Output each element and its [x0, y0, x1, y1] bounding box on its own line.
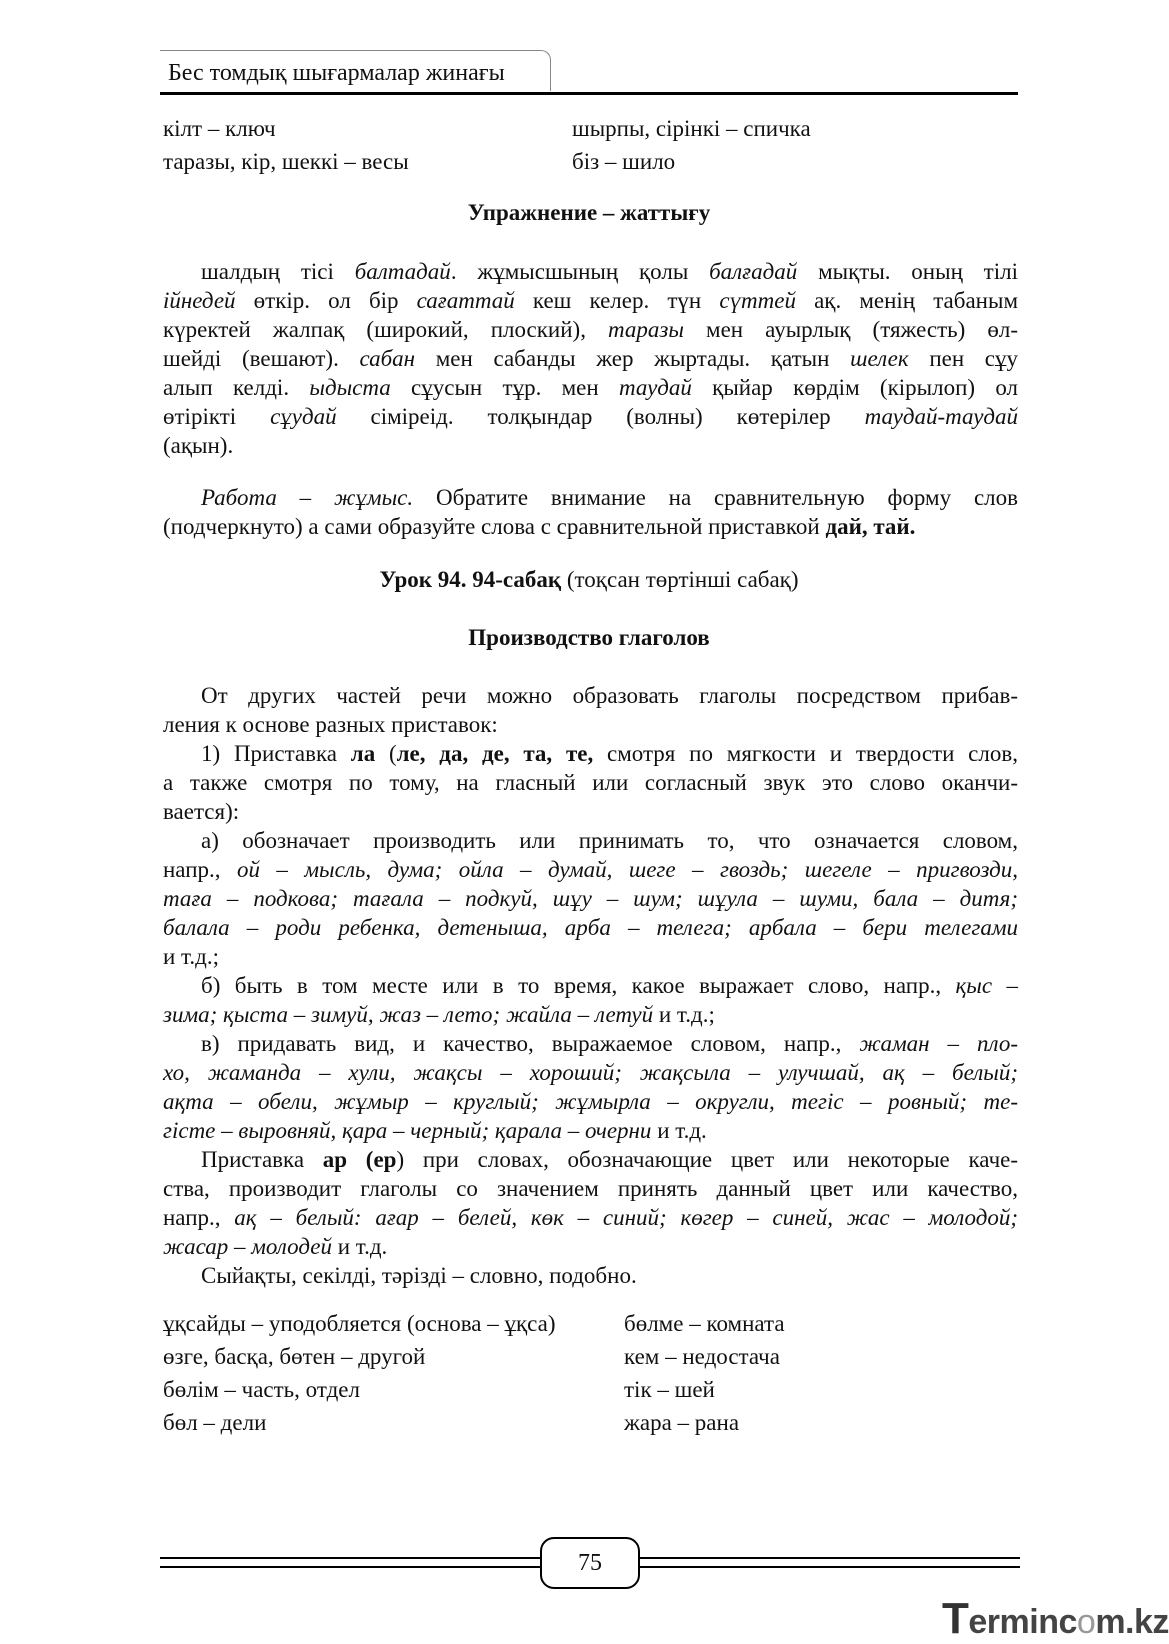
watermark-logo: Termincom.kz — [942, 1594, 1169, 1643]
text-run: напр., — [163, 857, 237, 882]
text-run: в) придавать вид, и качество, выражаемое словом, напр., — [201, 1031, 860, 1056]
text-line — [163, 1145, 1018, 1174]
text-line — [163, 286, 1018, 315]
bold-phrase: дай, тай. — [825, 514, 916, 539]
text-run: и т.д.; — [653, 1002, 715, 1027]
text-run: сіміреід. толқындар (волны) көтерілер — [336, 404, 865, 429]
text-line — [163, 971, 1018, 1000]
text-line — [163, 344, 1018, 373]
italic-phrase: ақ – белый: ағар – белей, көк – синий; көгер – синей, жас – молодой; — [234, 1205, 1018, 1230]
text-run: 1) Приставка — [201, 741, 351, 766]
italic-phrase: сүттей — [719, 288, 796, 313]
italic-phrase: жаман – пло- — [859, 1031, 1019, 1056]
text-line — [163, 512, 1018, 541]
bold-phrase: ар (ер — [322, 1147, 397, 1172]
text-run: и т.д.; — [163, 944, 219, 969]
italic-phrase: балтадай — [354, 259, 451, 284]
italic-phrase: шелек — [850, 346, 909, 371]
text-line — [163, 402, 1018, 431]
italic-phrase: таудай-таудай — [864, 404, 1018, 429]
text-run: Обратите внимание на сравнительную форму слов — [413, 485, 1018, 510]
running-header-title: Бес томдық шығармалар жинағы — [168, 60, 505, 86]
text-line — [163, 431, 1018, 460]
text-run: ления к основе разных приставок: — [163, 712, 498, 737]
text-line — [163, 797, 1018, 826]
text-line — [163, 739, 1018, 768]
text-run: а также смотря по тому, на гласный или согласный звук это слово оканчи- — [163, 770, 1018, 795]
vocab-entry: біз – шило — [572, 149, 676, 174]
text-run: өткір. ол бір — [235, 288, 417, 313]
vocab-top-right — [572, 112, 811, 178]
text-run: шейді (вешают). — [163, 346, 360, 371]
text-run: ства, производит глаголы со значением принять данный цвет или качество, — [163, 1176, 1018, 1201]
italic-phrase: зима; қыста – зимуй, жаз – лето; жайла – летуй — [163, 1002, 654, 1027]
text-run: мен сабанды жер жыртады. қатын — [415, 346, 851, 371]
header-rule — [160, 92, 1018, 95]
section-subheading: Производство глаголов — [468, 625, 710, 650]
text-run: а) обозначает производить или принимать то, что означается словом, — [201, 828, 1018, 853]
italic-phrase: ой – мысль, дума; ойла – думай, шеге – гвоздь; шегеле – пригвозди, — [236, 857, 1018, 882]
grammar-body — [163, 681, 1018, 1290]
italic-phrase: Работа – жұмыс. — [201, 485, 414, 510]
text-line — [163, 315, 1018, 344]
text-run: ( — [375, 741, 397, 766]
vocab-entry: бөл – дели — [163, 1410, 267, 1435]
text-run: мен ауырлық (тяжесть) өл- — [683, 317, 1018, 342]
italic-phrase: ақта – обели, жұмыр – круглый; жұмырла – округли, тегіс – ровный; те- — [163, 1089, 1018, 1114]
text-line — [163, 1116, 1018, 1145]
italic-phrase: таудай — [619, 375, 692, 400]
text-run: кеш келер. түн — [514, 288, 720, 313]
vocab-entry: кем – недостача — [624, 1344, 780, 1369]
text-line — [163, 1087, 1018, 1116]
vocab-bottom-left — [163, 1307, 556, 1439]
vocab-entry: жара – рана — [624, 1410, 740, 1435]
vocab-bottom-right — [624, 1307, 785, 1439]
lesson-number-spelled: (тоқсан төртінші сабақ) — [561, 567, 799, 592]
text-line — [163, 257, 1018, 286]
text-line — [163, 1261, 1018, 1290]
bold-phrase: ла — [350, 741, 376, 766]
italic-phrase: ійнедей — [163, 288, 236, 313]
text-run: Сыйақты, секілді, тәрізді – словно, подобно. — [201, 1263, 637, 1288]
text-run: . жұмысшының қолы — [450, 259, 710, 284]
text-run: напр., — [163, 1205, 235, 1230]
work-paragraph — [163, 483, 1018, 541]
text-run: Приставка — [201, 1147, 323, 1172]
text-line — [163, 1000, 1018, 1029]
italic-phrase: сабан — [359, 346, 416, 371]
vocab-entry: шырпы, сірінкі – спичка — [572, 116, 811, 141]
page-number: 75 — [540, 1537, 640, 1589]
vocab-entry: кілт – ключ — [163, 116, 276, 141]
text-run: қыйар көрдім (кірылоп) ол — [691, 375, 1019, 400]
text-line — [163, 913, 1018, 942]
vocab-entry: өзге, басқа, бөтен – другой — [163, 1344, 426, 1369]
text-run: и т.д. — [651, 1118, 707, 1143]
text-line — [163, 483, 1018, 512]
vocab-top-left — [163, 112, 409, 178]
text-line — [163, 768, 1018, 797]
lesson-heading — [160, 567, 1018, 593]
italic-phrase: ыдыста — [309, 375, 391, 400]
vocab-entry: ұқсайды – уподобляется (основа – ұқса) — [163, 1311, 556, 1336]
text-run: ) при словах, обозначающие цвет или некоторые каче- — [396, 1147, 1019, 1172]
exercise-paragraph — [163, 257, 1018, 460]
text-run: вается): — [163, 799, 240, 824]
text-line — [163, 710, 1018, 739]
italic-phrase: таразы — [608, 317, 684, 342]
italic-phrase: балғадай — [709, 259, 798, 284]
text-run: (подчеркнуто) а сами образуйте слова с сравнительной приставкой — [163, 514, 826, 539]
text-line — [163, 1203, 1018, 1232]
text-line — [163, 855, 1018, 884]
italic-phrase: балала – роди ребенка, детеныша, арба – телега; арбала – бери телегами — [163, 915, 1018, 940]
lesson-number: Урок 94. 94-сабақ — [379, 567, 562, 592]
vocab-entry: бөлім – часть, отдел — [163, 1377, 360, 1402]
bold-phrase: ле, да, де, та, те, — [396, 741, 594, 766]
vocab-entry: тік – шей — [624, 1377, 715, 1402]
text-line — [163, 1232, 1018, 1261]
italic-phrase: қыс – — [955, 973, 1018, 998]
text-run: сұусын тұр. мен — [390, 375, 619, 400]
text-line — [163, 1029, 1018, 1058]
text-line — [163, 1174, 1018, 1203]
text-line — [163, 942, 1018, 971]
italic-phrase: сұудай — [270, 404, 337, 429]
text-run: б) быть в том месте или в то время, какое выражает слово, напр., — [201, 973, 956, 998]
text-run: (ақын). — [163, 433, 234, 458]
text-line — [163, 826, 1018, 855]
text-run: ақ. менің табаным — [795, 288, 1018, 313]
text-line — [163, 1058, 1018, 1087]
text-line — [163, 373, 1018, 402]
text-run: күректей жалпақ (широкий, плоский), — [163, 317, 609, 342]
italic-phrase: таға – подкова; тағала – подкуй, шұу – шум; шұула – шуми, бала – дитя; — [163, 886, 1018, 911]
text-run: От других частей речи можно образовать глаголы посредством прибав- — [201, 683, 1018, 708]
vocab-entry: бөлме – комната — [624, 1311, 785, 1336]
italic-phrase: хо, жаманда – хули, жақсы – хороший; жақсыла – улучшай, ақ – белый; — [163, 1060, 1018, 1085]
text-run: алып келді. — [163, 375, 310, 400]
text-run: пен сұу — [908, 346, 1019, 371]
vocab-entry: таразы, кір, шеккі – весы — [163, 149, 409, 174]
italic-phrase: гісте – выровняй, қара – черный; қарала – очерни — [163, 1118, 652, 1143]
text-run: өтірікті — [163, 404, 271, 429]
exercise-heading: Упражнение – жаттығу — [467, 200, 711, 225]
text-run: мықты. оның тілі — [797, 259, 1018, 284]
text-run: смотря по мягкости и твердости слов, — [593, 741, 1018, 766]
text-run: и т.д. — [331, 1234, 388, 1259]
text-run: шалдың тісі — [201, 259, 355, 284]
italic-phrase: жасар – молодей — [163, 1234, 332, 1259]
italic-phrase: сағаттай — [416, 288, 515, 313]
text-line — [163, 884, 1018, 913]
text-line — [163, 681, 1018, 710]
